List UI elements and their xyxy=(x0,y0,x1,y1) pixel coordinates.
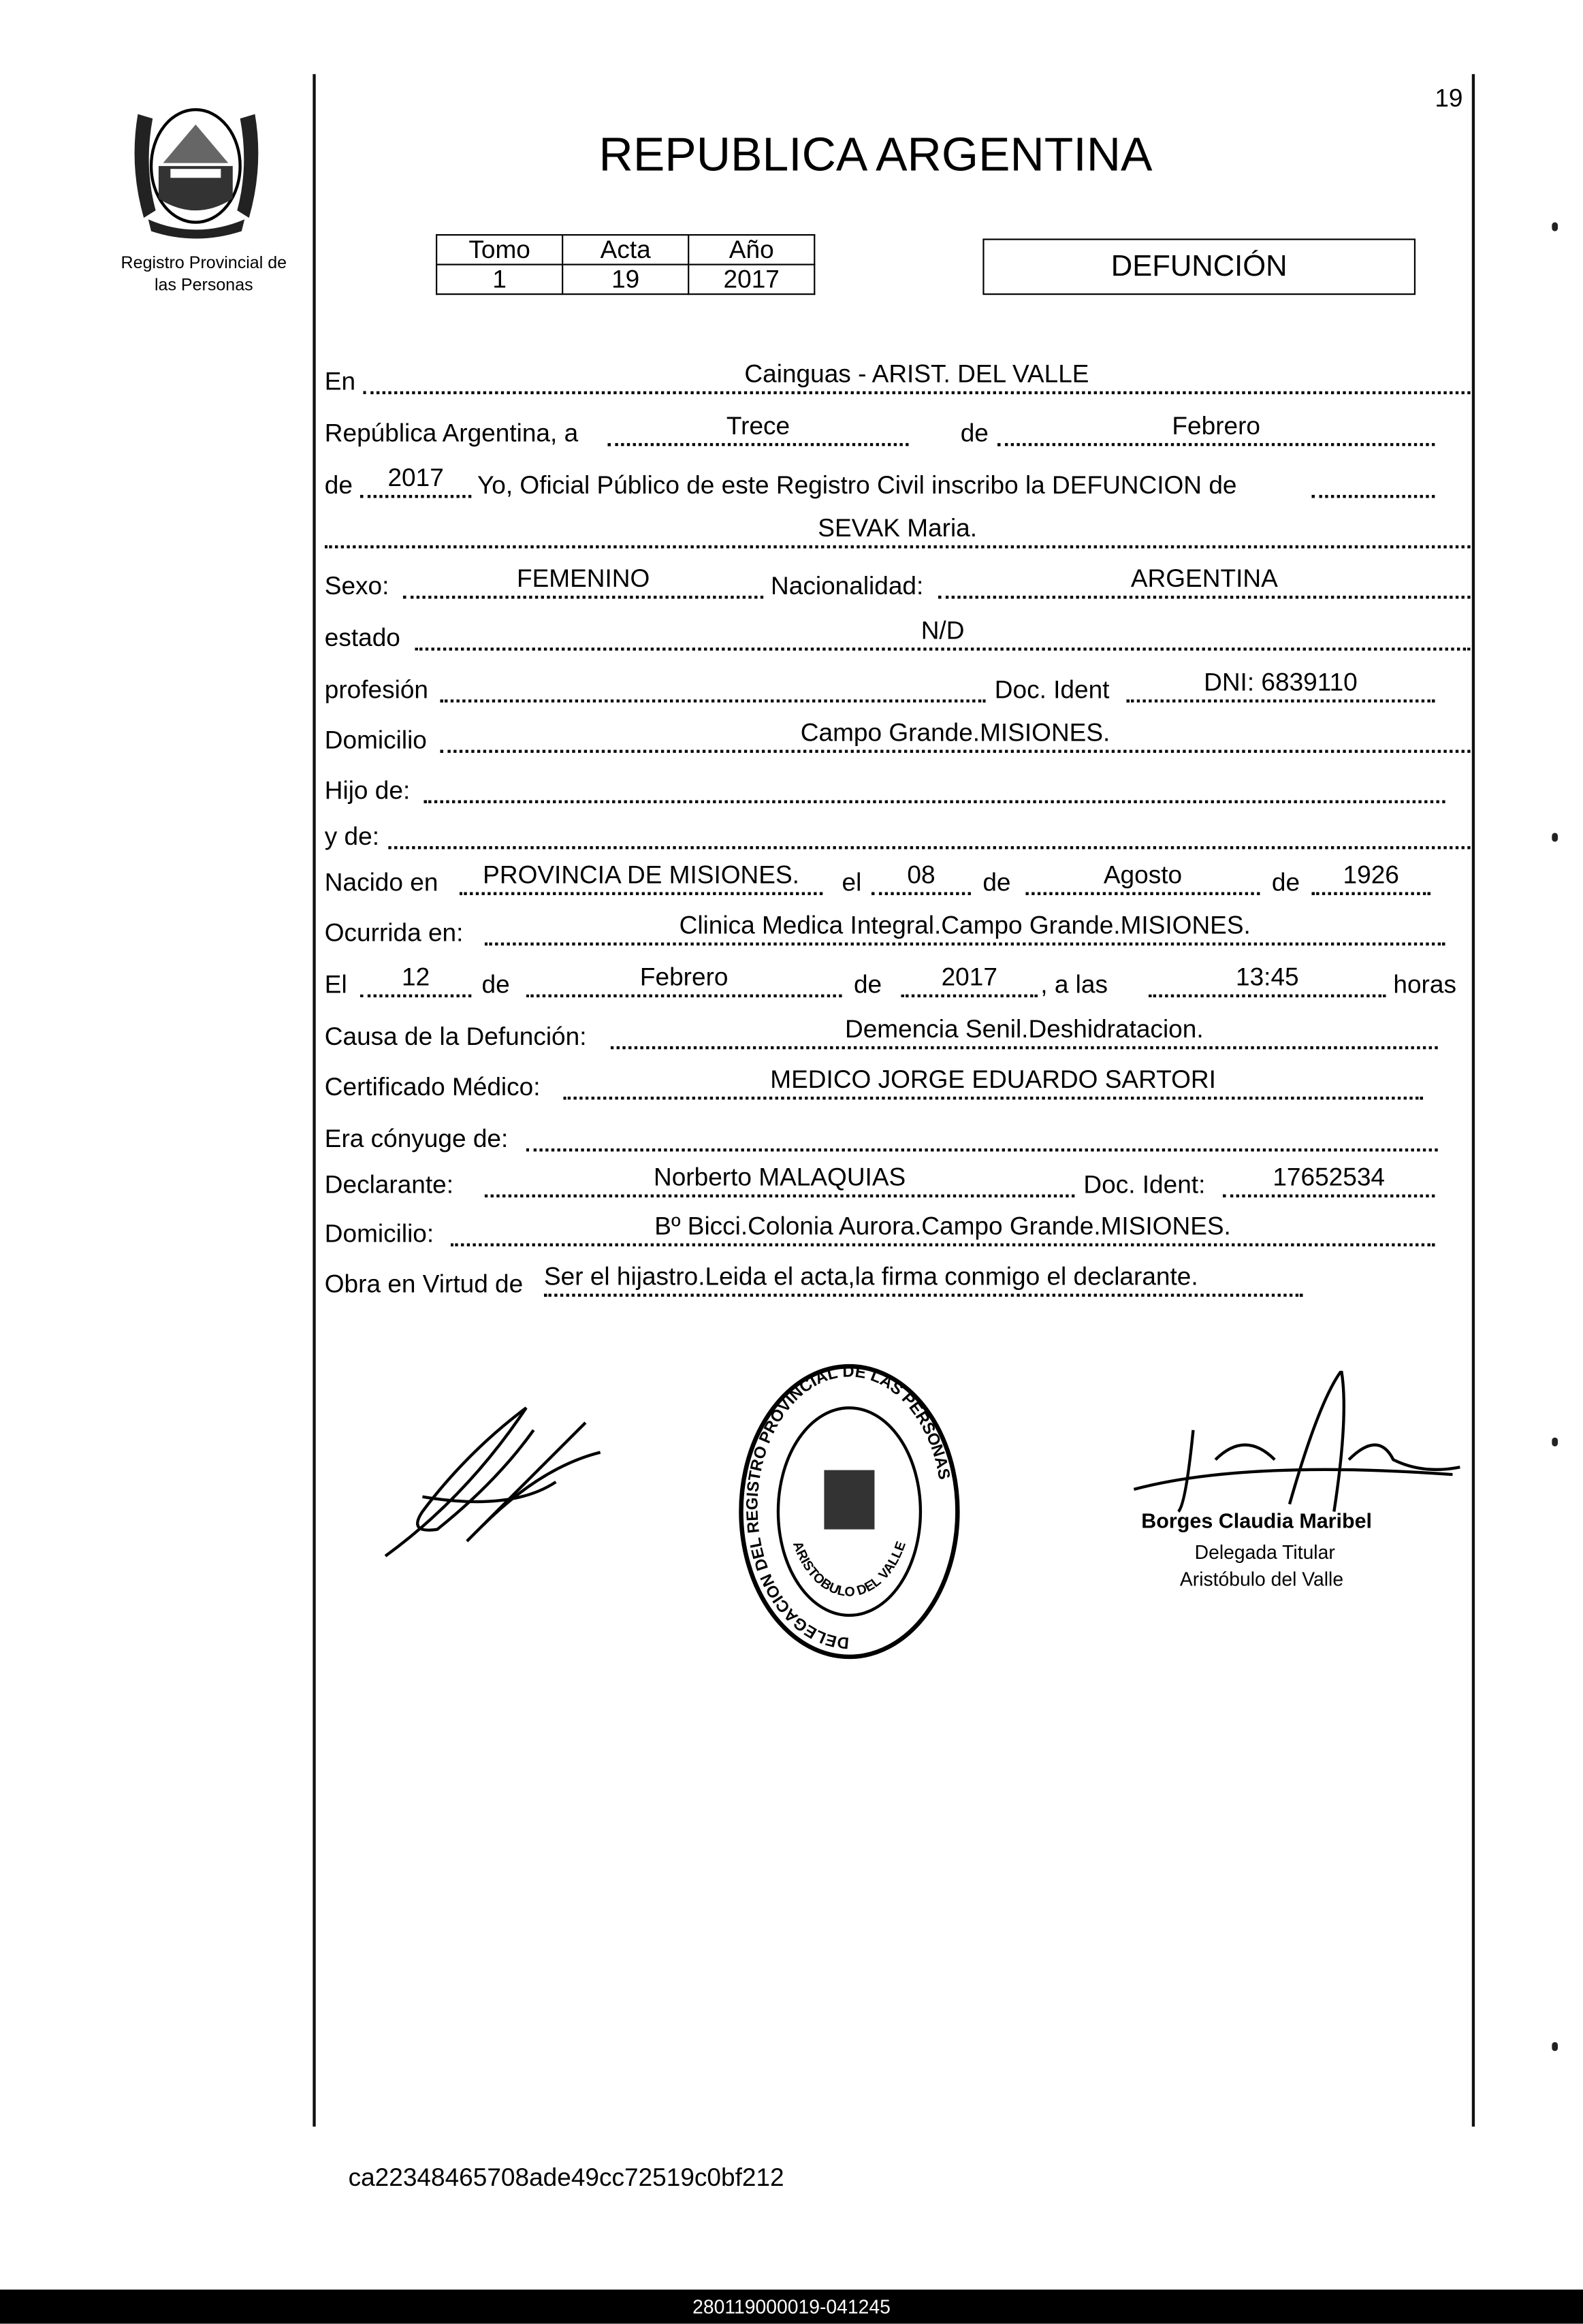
hijo-label: Hijo de: xyxy=(324,776,411,805)
de-label: de xyxy=(960,419,989,448)
scan-speck xyxy=(1552,833,1558,841)
birth-year-field: 1926 xyxy=(1312,862,1430,895)
record-type-box: DEFUNCIÓN xyxy=(982,238,1416,295)
declarante-field: Norberto MALAQUIAS xyxy=(485,1165,1074,1197)
nacido-label: Nacido en xyxy=(324,868,438,897)
official-name: Borges Claudia Maribel xyxy=(1141,1508,1373,1533)
header-tomo: Tomo xyxy=(436,235,562,265)
conyuge-field xyxy=(526,1119,1438,1152)
day-text-field: Trece xyxy=(608,413,909,446)
header-acta: Acta xyxy=(562,235,688,265)
year-field: 2017 xyxy=(360,466,471,498)
declarante-label: Declarante: xyxy=(324,1170,454,1199)
republica-label: República Argentina, a xyxy=(324,419,579,448)
nacionalidad-label: Nacionalidad: xyxy=(771,572,924,600)
doc-label: Doc. Ident xyxy=(994,675,1110,705)
horas-label: horas xyxy=(1393,970,1456,999)
stamp-inner-text: ARISTOBULO DEL VALLE xyxy=(789,1539,909,1600)
causa-label: Causa de la Defunción: xyxy=(324,1022,587,1051)
de-label-5: de xyxy=(853,970,882,999)
misiones-coat-of-arms-logo xyxy=(126,92,267,240)
death-day-field: 12 xyxy=(360,965,471,997)
certificado-field: MEDICO JORGE EDUARDO SARTORI xyxy=(563,1067,1423,1099)
doc-field: DNI: 6839110 xyxy=(1127,670,1435,703)
profesion-label: profesión xyxy=(324,675,429,705)
yde-label: y de: xyxy=(324,822,380,851)
de-year-label: de xyxy=(324,471,353,500)
footer-code-bar: 280119000019-041245 xyxy=(0,2289,1583,2323)
domicilio-field: Campo Grande.MISIONES. xyxy=(441,720,1471,753)
birth-day-field: 08 xyxy=(872,862,971,895)
de-label-4: de xyxy=(481,970,510,999)
sexo-label: Sexo: xyxy=(324,572,389,600)
obra-label: Obra en Virtud de xyxy=(324,1270,524,1299)
estado-label: estado xyxy=(324,624,400,652)
page-title: REPUBLICA ARGENTINA xyxy=(598,127,1153,181)
page-number: 19 xyxy=(1435,84,1463,113)
declarante-doc-field: 17652534 xyxy=(1223,1165,1435,1197)
de-label-2: de xyxy=(982,868,1011,897)
document-hash: ca22348465708ade49cc72519c0bf212 xyxy=(348,2163,784,2192)
value-acta: 19 xyxy=(562,265,688,295)
inscribe-trailing-field xyxy=(1312,466,1435,498)
de-label-3: de xyxy=(1271,868,1300,897)
decl-domicilio-label: Domicilio: xyxy=(324,1219,434,1248)
estado-field: N/D xyxy=(415,618,1471,651)
registry-name xyxy=(89,253,319,297)
scan-speck xyxy=(1552,223,1558,231)
decl-domicilio-field: Bº Bicci.Colonia Aurora.Campo Grande.MISIONES. xyxy=(451,1214,1435,1246)
left-margin-line xyxy=(313,74,315,2127)
nacido-field: PROVINCIA DE MISIONES. xyxy=(460,862,822,895)
declarant-signature xyxy=(378,1393,630,1570)
registry-line-1: Registro Provincial de xyxy=(121,255,287,273)
alas-label: , a las xyxy=(1040,970,1108,999)
inscribe-text: Yo, Oficial Público de este Registro Civil inscribo la DEFUNCION de xyxy=(477,471,1237,500)
obra-field: Ser el hijastro.Leida el acta,la firma conmigo el declarante. xyxy=(544,1264,1303,1297)
death-time-field: 13:45 xyxy=(1149,965,1386,997)
svg-text:ARISTOBULO DEL VALLE xyxy=(790,1539,909,1599)
yde-field xyxy=(388,817,1470,850)
sexo-field: FEMENINO xyxy=(403,566,763,599)
official-stamp xyxy=(738,1363,961,1660)
registry-line-2: las Personas xyxy=(154,277,253,295)
value-tomo: 1 xyxy=(436,265,562,295)
official-title: Delegada Titular xyxy=(1194,1541,1335,1564)
birth-month-field: Agosto xyxy=(1025,862,1260,895)
scan-speck xyxy=(1552,2042,1558,2051)
declarante-doc-label: Doc. Ident: xyxy=(1083,1170,1206,1199)
en-field: Cainguas - ARIST. DEL VALLE xyxy=(363,361,1470,394)
ocurrida-field: Clinica Medica Integral.Campo Grande.MISIONES. xyxy=(485,913,1445,946)
value-ano: 2017 xyxy=(688,265,814,295)
El-label: El xyxy=(324,970,347,999)
causa-field: Demencia Senil.Deshidratacion. xyxy=(611,1016,1438,1049)
hijo-field xyxy=(424,771,1445,803)
deceased-name-field: SEVAK Maria. xyxy=(325,516,1471,549)
month-text-field: Febrero xyxy=(997,413,1435,446)
domicilio-label: Domicilio xyxy=(324,726,427,755)
certificado-label: Certificado Médico: xyxy=(324,1073,541,1101)
death-year-field: 2017 xyxy=(901,965,1038,997)
official-place: Aristóbulo del Valle xyxy=(1179,1568,1344,1590)
conyuge-label: Era cónyuge de: xyxy=(324,1125,509,1153)
ocurrida-label: Ocurrida en: xyxy=(324,918,464,948)
en-label: En xyxy=(324,367,356,396)
scan-speck xyxy=(1552,1438,1558,1447)
nacionalidad-field: ARGENTINA xyxy=(938,566,1471,599)
header-ano: Año xyxy=(688,235,814,265)
right-margin-line xyxy=(1472,74,1475,2127)
death-month-field: Febrero xyxy=(526,965,842,997)
el-label: el xyxy=(842,868,862,897)
official-signature xyxy=(1127,1371,1468,1519)
profesion-field xyxy=(441,670,986,703)
record-table xyxy=(436,234,815,295)
stamp-outer-text: DELEGACION DEL REGISTRO PROVINCIAL DE LAS PERSONAS xyxy=(743,1363,954,1652)
